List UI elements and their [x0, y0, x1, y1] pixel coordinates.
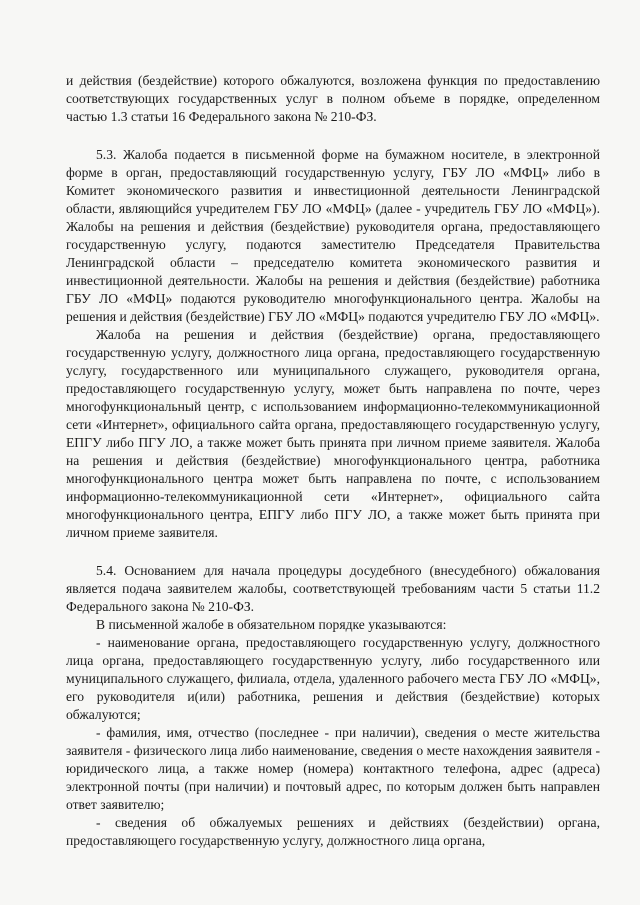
list-item-appealed-decisions: - сведения об обжалуемых решениях и действиях (бездействии) органа, предоставляющего государственную услугу, должностного лица органа,: [66, 815, 600, 848]
paragraph-5-3: 5.3. Жалоба подается в письменной форме на бумажном носителе, в электронной форме в орган, предоставляющий государственную услугу, ГБУ ЛО «МФЦ» либо в Комитет экономического развития и инвестиционной деятельности Ленинградской области, являющийся учредителем ГБУ ЛО «МФЦ» (далее - учредитель ГБУ ЛО «МФЦ»). Жалобы на решения и действия (бездействие) руководителя органа, предоставляющего государственную услугу, подаются заместителю Председателя Правительства Ленинградской области – председателю комитета экономического развития и инвестиционной деятельности. Жалобы на решения и действия (бездействие) работника ГБУ ЛО «МФЦ» подаются руководителю многофункционального центра. Жалобы на решения и действия (бездействие) ГБУ ЛО «МФЦ» подаются учредителю ГБУ ЛО «МФЦ».: [66, 147, 600, 324]
list-item-authority-name: - наименование органа, предоставляющего государственную услугу, должностного лица органа, предоставляющего государственную услугу, либо государственного или муниципального служащего, филиала, отдела, удаленного рабочего места ГБУ ЛО «МФЦ», его руководителя и(или) работника, решения и действия (бездействие) которых обжалуются;: [66, 635, 600, 722]
paragraph-5-4: 5.4. Основанием для начала процедуры досудебного (внесудебного) обжалования является подача заявителем жалобы, соответствующей требованиям части 5 статьи 11.2 Федерального закона № 210-ФЗ.: [66, 563, 600, 614]
list-item-applicant-details: - фамилия, имя, отчество (последнее - при наличии), сведения о месте жительства заявителя - физического лица либо наименование, сведения о месте нахождения заявителя - юридического лица, а также номер (номера) контактного телефона, адрес (адреса) электронной почты (при наличии) и почтовый адрес, по которым должен быть направлен ответ заявителю;: [66, 725, 600, 812]
paragraph-continuation: и действия (бездействие) которого обжалуются, возложена функция по предоставлению соответствующих государственных услуг в полном объеме в порядке, определенном частью 1.3 статьи 16 Федерального закона № 210-ФЗ.: [66, 73, 600, 124]
paragraph-required-items-intro: В письменной жалобе в обязательном порядке указываются:: [96, 617, 447, 632]
paragraph-complaint-channels: Жалоба на решения и действия (бездействие) органа, предоставляющего государственную услугу, должностного лица органа, предоставляющего государственную услугу, государственного или муниципального служащего, руководителя органа, предоставляющего государственную услугу, может быть направлена по почте, через многофункциональный центр, с использованием информационно-телекоммуникационной сети «Интернет», официального сайта органа, предоставляющего государственную услугу, ЕПГУ либо ПГУ ЛО, а также может быть принята при личном приеме заявителя. Жалоба на решения и действия (бездействие) многофункционального центра, работника многофункционального центра может быть направлена по почте, с использованием информационно-телекоммуникационной сети «Интернет», официального сайта многофункционального центра, ЕПГУ либо ПГУ ЛО, а также может быть принята при личном приеме заявителя.: [66, 327, 600, 540]
